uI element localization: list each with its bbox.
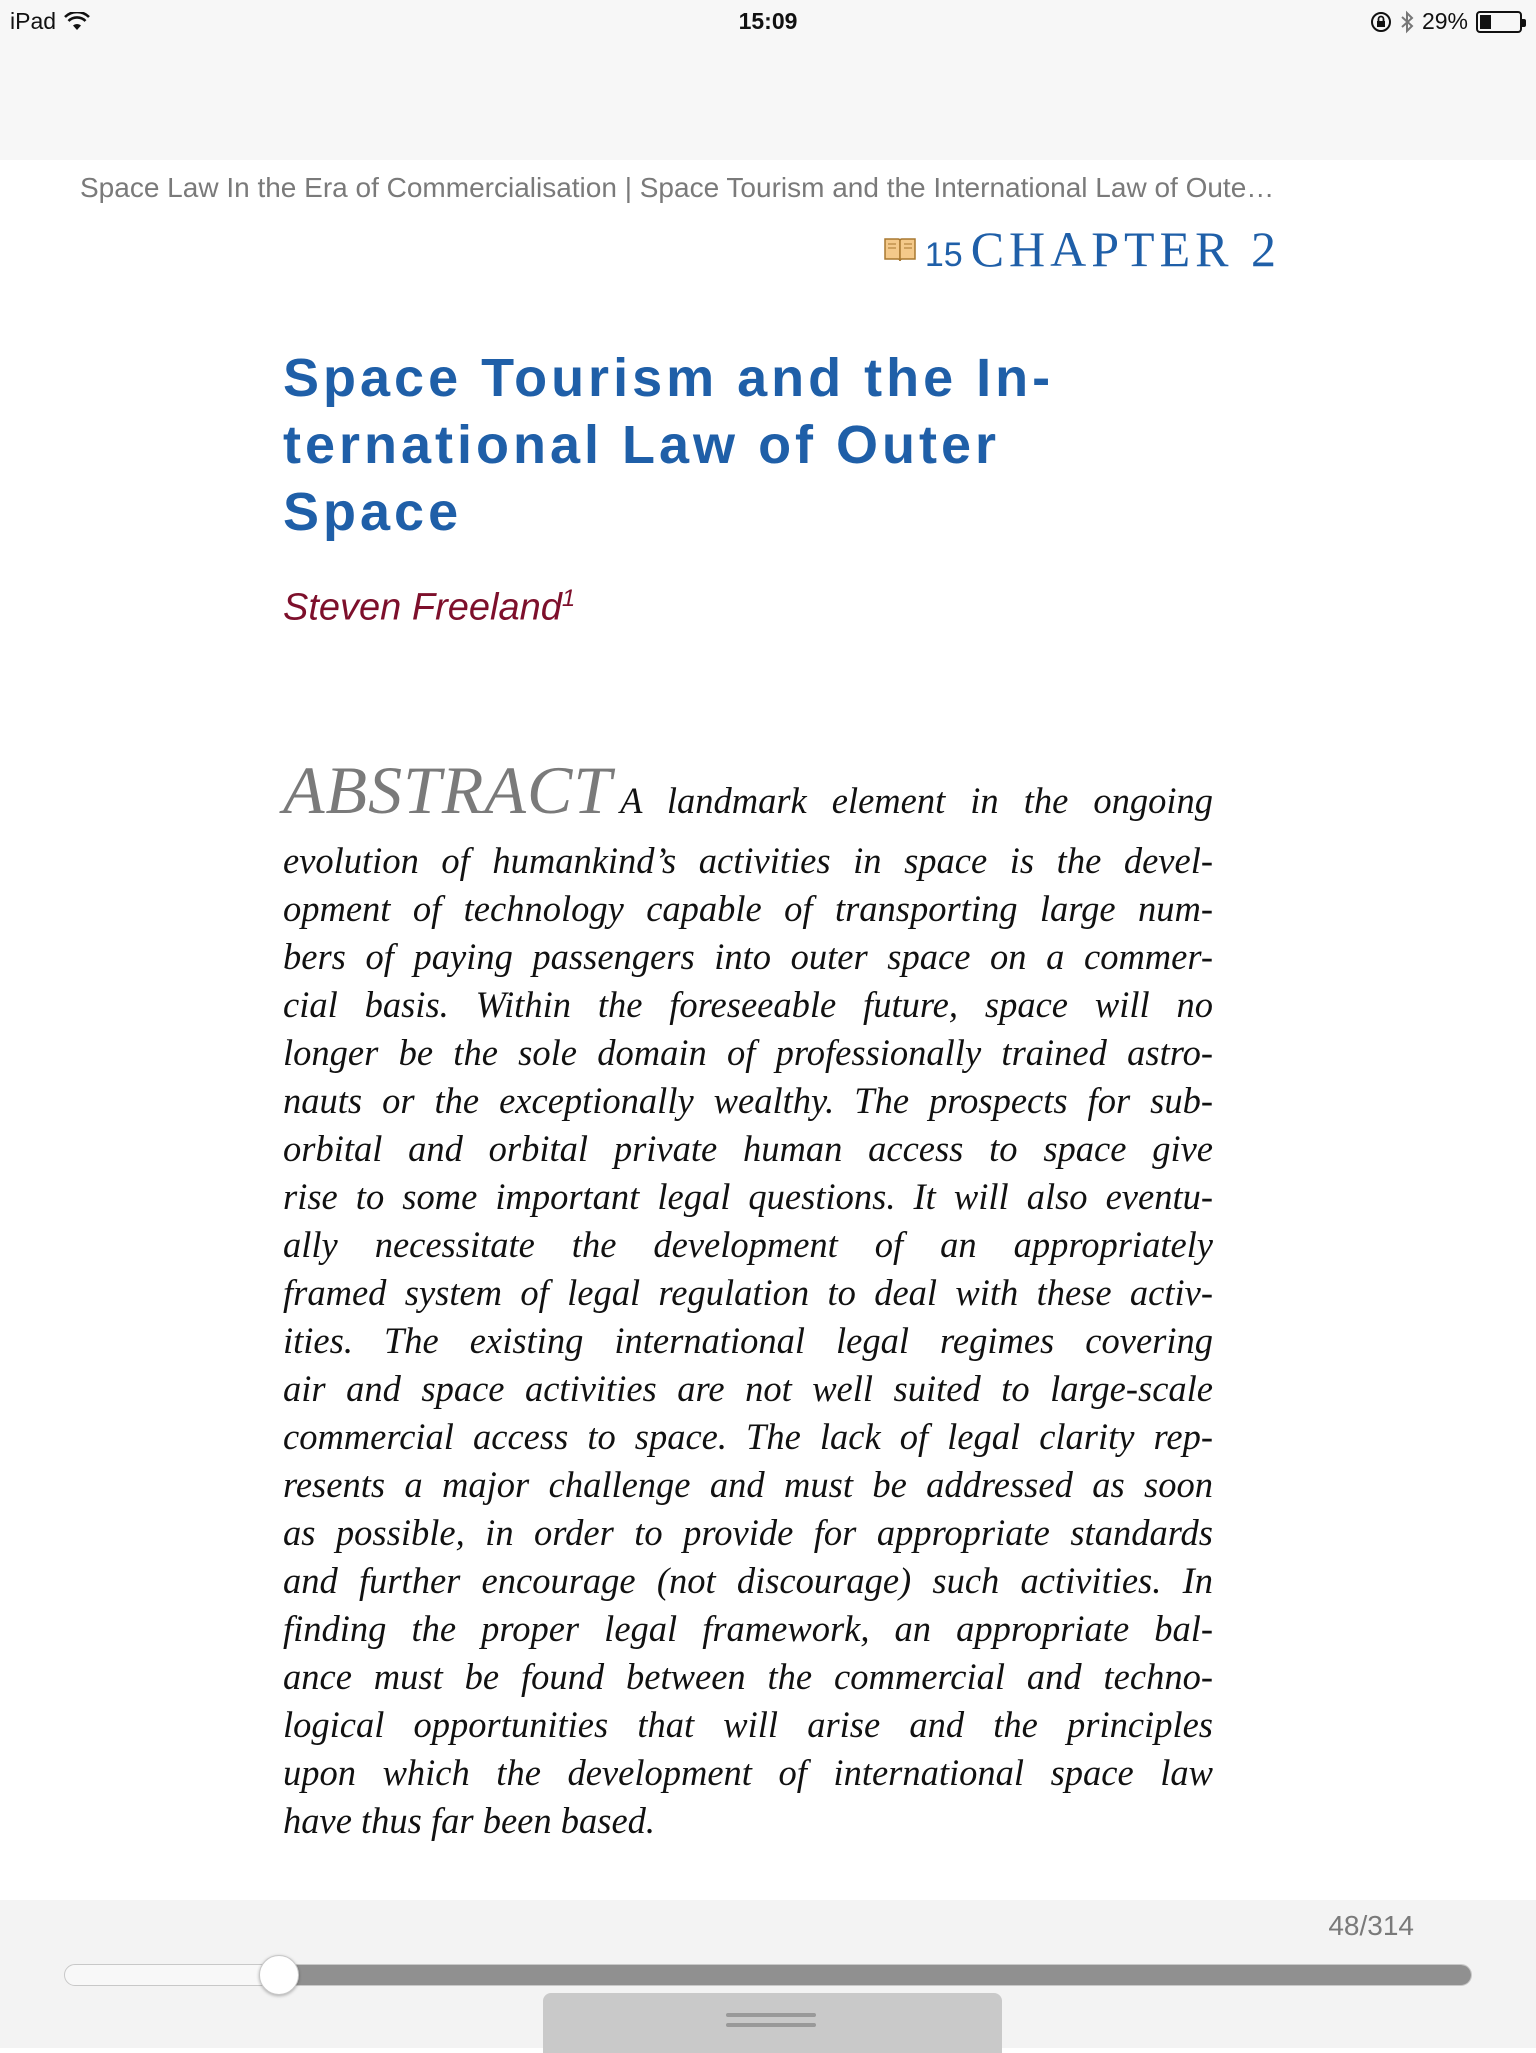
chapter-title: Space Tourism and the In- ternational Law of Outer Space — [283, 348, 1055, 542]
abstract-text: ities. The existing international legal regimes covering — [283, 1320, 1213, 1361]
abstract-line — [283, 837, 1213, 885]
abstract-line — [283, 1269, 1213, 1317]
abstract-line — [283, 1221, 1213, 1269]
status-bar — [0, 0, 1536, 42]
reader-toolbar[interactable] — [0, 42, 1536, 160]
orientation-lock-icon — [1370, 11, 1392, 33]
battery-icon — [1476, 11, 1522, 33]
abstract-line — [283, 1413, 1213, 1461]
abstract-line — [283, 981, 1213, 1029]
abstract-heading: ABSTRACT — [283, 752, 613, 828]
author — [283, 585, 575, 630]
status-time: 15:09 — [738, 8, 798, 34]
abstract-line — [283, 1749, 1213, 1797]
abstract-text: longer be the sole domain of professionally trained astro- — [283, 1032, 1213, 1073]
grip-line — [726, 2013, 816, 2017]
abstract-text: logical opportunities that will arise and the principles — [283, 1704, 1213, 1745]
battery-level — [1480, 15, 1491, 29]
abstract-line — [283, 933, 1213, 981]
grip-line — [726, 2023, 816, 2027]
author-name: Steven Freeland — [283, 586, 562, 629]
page-scrubber-thumb[interactable] — [259, 1955, 299, 1995]
author-footnote-link[interactable]: 1 — [561, 585, 576, 612]
abstract-line — [283, 885, 1213, 933]
abstract-line — [283, 752, 1213, 837]
page-number: 15 — [924, 236, 963, 274]
battery-percent: 29% — [1421, 8, 1468, 34]
abstract-text: finding the proper legal framework, an appropriate bal- — [283, 1608, 1213, 1649]
abstract-line — [283, 1125, 1213, 1173]
abstract-text: A landmark element in the ongoing — [620, 780, 1213, 821]
abstract-text: bers of paying passengers into outer space on a commer- — [283, 936, 1213, 977]
abstract-text: ance must be found between the commercial and techno- — [283, 1656, 1213, 1697]
abstract-text: cial basis. Within the foreseeable future, space will no — [283, 984, 1213, 1025]
abstract-text: and further encourage (not discourage) such activities. In — [283, 1560, 1213, 1601]
abstract-line — [283, 1365, 1213, 1413]
abstract-text: opment of technology capable of transporting large num- — [283, 888, 1213, 929]
abstract-line — [283, 1797, 1213, 1845]
abstract-text: ally necessitate the development of an appropriately — [283, 1224, 1213, 1265]
abstract-text: framed system of legal regulation to deal with these activ- — [283, 1272, 1213, 1313]
running-title: Space Law In the Era of Commercialisation | Space Tourism and the International Law of Oute… — [80, 172, 1275, 203]
bluetooth-icon — [1400, 10, 1414, 34]
device-name: iPad — [10, 8, 57, 34]
abstract-text: as possible, in order to provide for appropriate standards — [283, 1512, 1213, 1553]
abstract-line — [283, 1701, 1213, 1749]
abstract-line — [283, 1461, 1213, 1509]
abstract-text: resents a major challenge and must be addressed as soon — [283, 1464, 1213, 1505]
abstract-text: evolution of humankind’s activities in space is the devel- — [283, 840, 1213, 881]
abstract-text: have thus far been based. — [283, 1800, 656, 1841]
page-counter: 48/314 — [1328, 1910, 1414, 1941]
page-number-row — [883, 220, 1281, 278]
abstract-text: commercial access to space. The lack of legal clarity rep- — [283, 1416, 1213, 1457]
chapter-label: CHAPTER 2 — [970, 221, 1281, 277]
abstract-text: nauts or the exceptionally wealthy. The prospects for sub- — [283, 1080, 1213, 1121]
page-scrubber-progress — [280, 1965, 1471, 1985]
status-right — [1370, 8, 1522, 35]
abstract-line — [283, 1029, 1213, 1077]
abstract-line — [283, 1557, 1213, 1605]
book-icon — [883, 235, 917, 263]
abstract-line — [283, 1605, 1213, 1653]
drawer-handle[interactable] — [543, 1993, 1002, 2053]
abstract-text: air and space activities are not well suited to large-scale — [283, 1368, 1213, 1409]
abstract-line — [283, 1653, 1213, 1701]
abstract — [283, 752, 1213, 1845]
abstract-text: orbital and orbital private human access to space give — [283, 1128, 1213, 1169]
abstract-line — [283, 1509, 1213, 1557]
abstract-text: rise to some important legal questions. It will also eventu- — [283, 1176, 1213, 1217]
abstract-text: upon which the development of international space law — [283, 1752, 1213, 1793]
abstract-line — [283, 1317, 1213, 1365]
abstract-line — [283, 1077, 1213, 1125]
abstract-line — [283, 1173, 1213, 1221]
